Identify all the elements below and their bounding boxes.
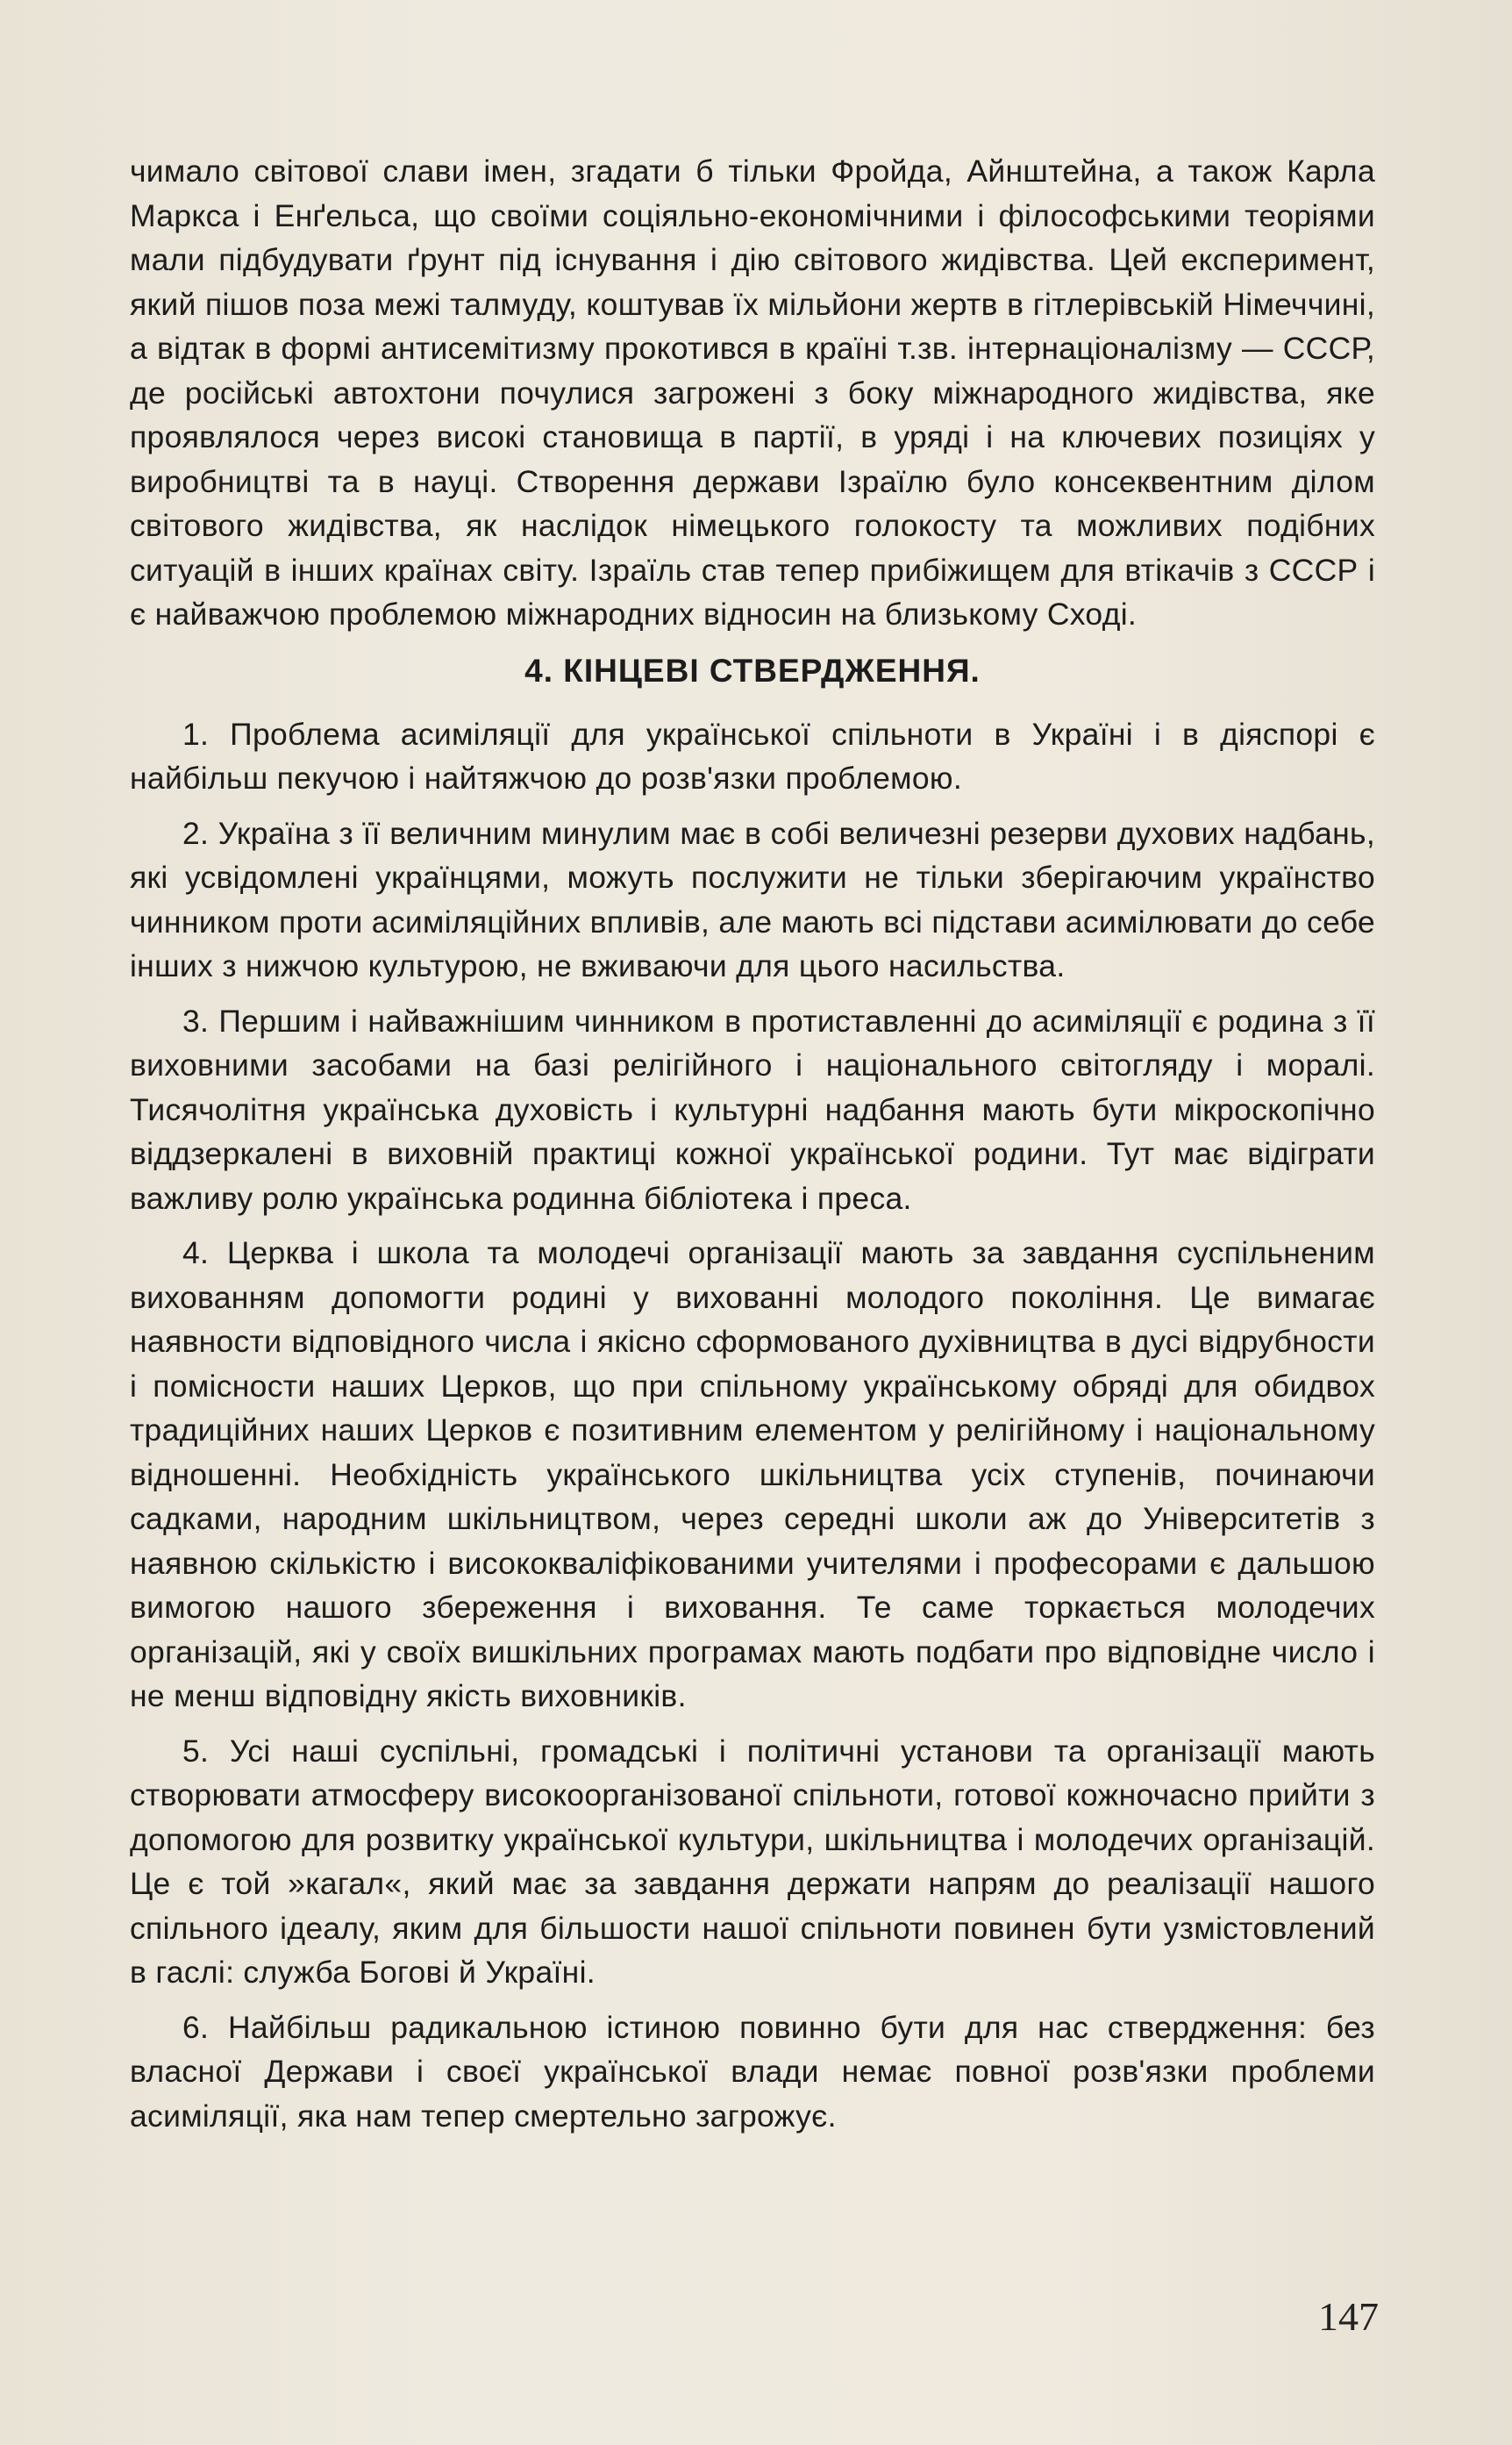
point-4: 4. Церква і школа та молодечі організації мають за завдання суспільненим вихованням допомогти родині у вихованні молодого покоління. Це вимагає наявности відповідного числа і якісно сформованого духівництва в дусі відрубности і помісности наших Церков, що при спільному українському обряді для обидвох традиційних наших Церков є позитивним елементом у релігійному і національному відношенні. Необхідність українського шкільництва усіх ступенів, починаючи садками, народним шкільництвом, через середні школи аж до Університетів з наявною скількістю і висококваліфікованими учителями і професорами є дальшою вимогою нашого збереження і виховання. Те саме торкається молодечих організацій, які у своїх вишкільних програмах мають подбати про відповідне число і не менш відповідну якість виховників. — [130, 1235, 1375, 1713]
point-3: 3. Першим і найважнішим чинником в протиставленні до асиміляції є родина з її виховними засобами на базі релігійного і національного світогляду і моралі. Тисячолітня українська духовість і культурні надбання мають бути мікроскопічно віддзеркалені в виховній практиці кожної української родини. Тут має відіграти важливу ролю українська родинна бібліотека і преса. — [130, 1003, 1375, 1216]
page-number: 147 — [1318, 2294, 1379, 2339]
point-5: 5. Усі наші суспільні, громадські і політичні установи та організації мають створювати атмосферу високоорганізованої спільноти, готової кожночасно прийти з допомогою для розвитку української культури, шкільництва і молодечих організацій. Це є той »кагал«, який має за завдання держати напрям до реалізації нашого спільного ідеалу, яким для більшости нашої спільноти повинен бути узмістовлений в гаслі: служба Богові й Україні. — [130, 1733, 1375, 1990]
intro-paragraph: чимало світової слави імен, згадати б тільки Фройда, Айнштейна, а також Карла Маркса і Енґельса, що своїми соціяльно-економічними і філософськими теоріями мали підбудувати ґрунт під існування і дію світового жидівства. Цей експеримент, який пішов поза межі талмуду, коштував їх мільйони жертв в гітлерівській Німеччині, а відтак в формі антисемітизму прокотився в країні т.зв. інтернаціоналізму — СССР, де російські автохтони почулися загрожені з боку міжнародного жидівства, яке проявлялося через високі становища в партії, в уряді і на ключевих позиціях у виробництві та в науці. Створення держави Ізраїлю було консеквентним ділом світового жидівства, як наслідок німецького голокосту та можливих подібних ситуацій в інших країнах світу. Ізраїль став тепер прибіжищем для втікачів з СССР і є найважчою проблемою міжнародних відносин на близькому Сході. — [130, 154, 1375, 632]
text-column — [130, 149, 1375, 2138]
point-1: 1. Проблема асиміляції для української спільноти в Україні і в діяспорі є найбільш пекучою і найтяжчою до розв'язки проблемою. — [130, 716, 1375, 796]
point-2: 2. Україна з її величним минулим має в собі величезні резерви духових надбань, які усвідомлені українцями, можуть послужити не тільки зберігаючим українство чинником проти асиміляційних впливів, але мають всі підстави асимілювати до себе інших з нижчою культурою, не вживаючи для цього насильства. — [130, 815, 1375, 983]
section-heading: 4. КІНЦЕВІ СТВЕРДЖЕННЯ. — [524, 652, 981, 689]
point-6: 6. Найбільш радикальною істиною повинно бути для нас ствердження: без власної Держави і своєї української влади немає повної розв'язки проблеми асиміляції, яка нам тепер смертельно загрожує. — [130, 2009, 1375, 2134]
